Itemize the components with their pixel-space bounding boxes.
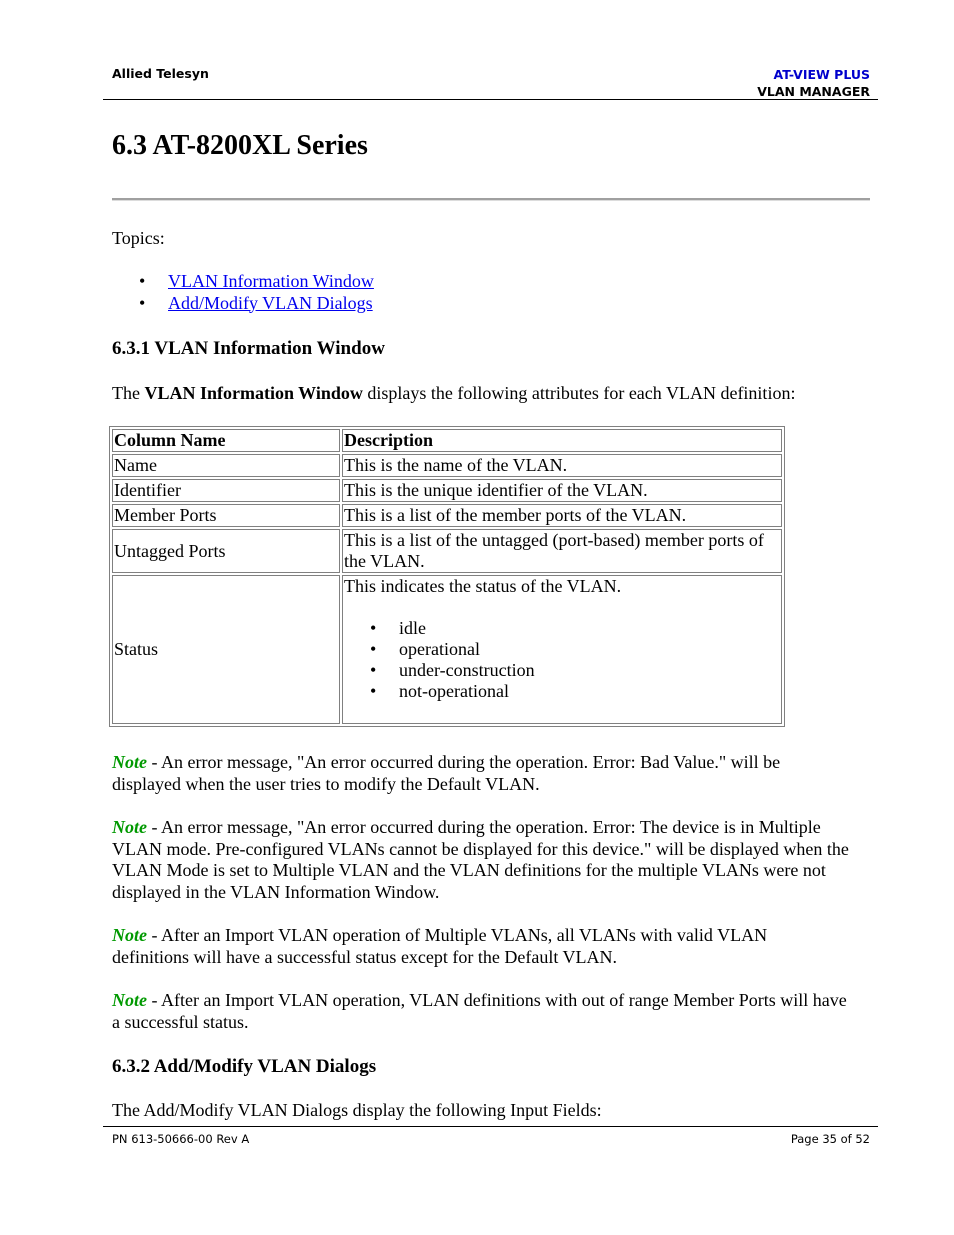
table-cell-name: Name xyxy=(112,454,340,477)
note-label: Note xyxy=(112,817,147,837)
note-label: Note xyxy=(112,752,147,772)
page-title: 6.3 AT-8200XL Series xyxy=(112,130,368,161)
table-header-description: Description xyxy=(342,429,782,452)
note-text: - After an Import VLAN operation of Multiple VLANs, all VLANs with valid VLAN definitions will have a successful status except for the Default VLAN. xyxy=(112,925,768,967)
table-cell-description: This is the name of the VLAN. xyxy=(342,454,782,477)
vlan-attributes-table xyxy=(109,426,785,727)
header-divider xyxy=(103,99,878,100)
status-value-item: • idle xyxy=(344,618,780,639)
table-row xyxy=(112,479,782,502)
section2-intro: The Add/Modify VLAN Dialogs display the following Input Fields: xyxy=(112,1100,602,1120)
footer-doc-number: PN 613-50666-00 Rev A xyxy=(112,1132,250,1146)
header-product-line1: AT-VIEW PLUS xyxy=(773,67,870,82)
topics-label: Topics: xyxy=(112,228,165,248)
note-text: - An error message, "An error occurred during the operation. Error: The device is in Multiple VLAN mode. Pre-configured VLANs cannot be displayed for this device." will be displayed when the VLAN Mode is set to Multiple VLAN and the VLAN definitions for the multiple VLANs were not displayed in the VLAN Information Window. xyxy=(112,817,849,902)
note-label: Note xyxy=(112,925,147,945)
table-header-row xyxy=(112,429,782,452)
table-cell-description: This is a list of the member ports of the VLAN. xyxy=(342,504,782,527)
header-company: Allied Telesyn xyxy=(112,66,209,81)
table-cell-description xyxy=(342,575,782,724)
topic-link-vlan-information-window[interactable]: VLAN Information Window xyxy=(168,271,374,291)
note-paragraph xyxy=(112,752,852,795)
header-product xyxy=(757,66,870,100)
note-paragraph xyxy=(112,817,860,903)
table-cell-name: Status xyxy=(112,575,340,724)
table-cell-name: Member Ports xyxy=(112,504,340,527)
table-cell-description: This is a list of the untagged (port-based) member ports of the VLAN. xyxy=(342,529,782,573)
intro-bold: VLAN Information Window xyxy=(144,383,363,403)
topic-link-add-modify-vlan-dialogs[interactable]: Add/Modify VLAN Dialogs xyxy=(168,292,373,313)
title-divider xyxy=(112,198,870,201)
table-cell-name: Untagged Ports xyxy=(112,529,340,573)
section1-intro xyxy=(112,383,795,405)
note-text: - An error message, "An error occurred during the operation. Error: Bad Value." will be displayed when the user tries to modify the Default VLAN. xyxy=(112,752,781,794)
header-product-line2: VLAN MANAGER xyxy=(757,84,870,99)
table-row xyxy=(112,504,782,527)
note-paragraph xyxy=(112,925,812,968)
table-cell-name: Identifier xyxy=(112,479,340,502)
topics-list xyxy=(112,271,374,314)
topics-list-item xyxy=(112,293,374,315)
footer-divider xyxy=(103,1126,878,1127)
table-row-status xyxy=(112,575,782,724)
topics-list-item xyxy=(112,271,374,293)
intro-prefix: The xyxy=(112,383,145,403)
table-header-column-name: Column Name xyxy=(112,429,340,452)
section-heading-add-modify-vlan-dialogs: 6.3.2 Add/Modify VLAN Dialogs xyxy=(112,1056,377,1077)
status-value-item: • not-operational xyxy=(344,681,780,702)
status-value-item: • under-construction xyxy=(344,660,780,681)
footer-page-number: Page 35 of 52 xyxy=(790,1132,870,1146)
table-cell-description: This is the unique identifier of the VLAN. xyxy=(342,479,782,502)
note-paragraph xyxy=(112,990,852,1033)
intro-suffix: displays the following attributes for each VLAN definition: xyxy=(362,383,796,403)
note-text: - After an Import VLAN operation, VLAN definitions with out of range Member Ports will have a successful status. xyxy=(112,990,847,1032)
status-description: This indicates the status of the VLAN. xyxy=(344,576,622,596)
table-row xyxy=(112,454,782,477)
status-value-item: • operational xyxy=(344,639,780,660)
note-label: Note xyxy=(112,990,147,1010)
status-values-list xyxy=(344,618,780,702)
section-heading-vlan-information-window: 6.3.1 VLAN Information Window xyxy=(112,338,385,359)
table-row xyxy=(112,529,782,573)
